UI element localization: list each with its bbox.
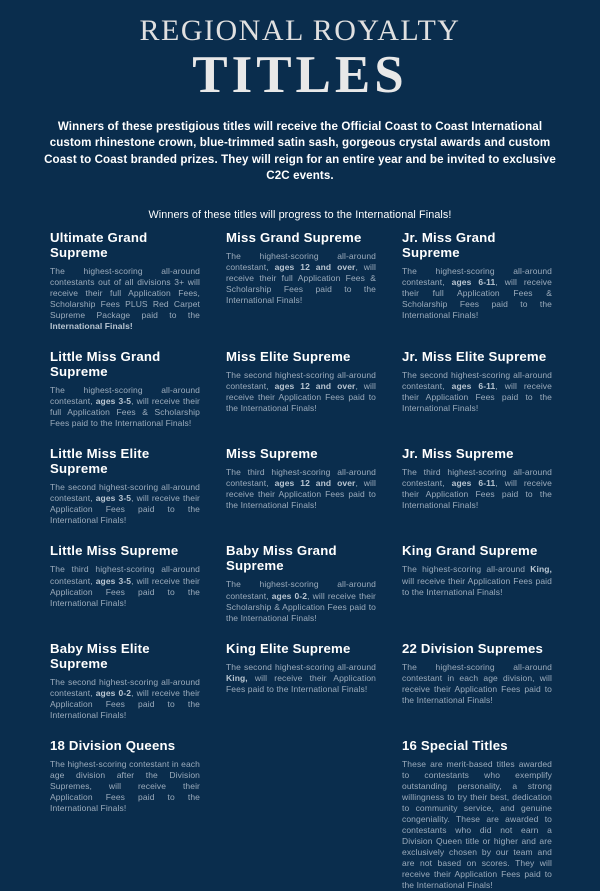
title-name: Ultimate Grand Supreme: [50, 229, 148, 260]
title-description: The second highest-scoring all-around contestant, ages 0-2, will receive their Application Fees paid to the International Finals!: [50, 676, 200, 720]
title-cell: [50, 738, 200, 891]
title-description: The highest-scoring all-around contestants out of all divisions 3+ will receive their full Application Fees, Scholarship Fees PLUS Red Carpet Supreme Package paid to the International Finals!: [50, 265, 200, 332]
title-description: The second highest-scoring all-around contestant, ages 12 and over, will receive their Application Fees paid to the International Finals!: [226, 370, 376, 414]
title-cell: [50, 230, 200, 332]
title-name: 16 Special Titles: [402, 737, 508, 753]
title-name: Baby Miss Elite Supreme: [50, 640, 150, 671]
title-name: Baby Miss Grand Supreme: [226, 543, 337, 574]
title-description: The second highest-scoring all-around contestant, ages 3-5, will receive their Application Fees paid to the International Finals!: [50, 482, 200, 526]
intro-paragraph: Winners of these prestigious titles will receive the Official Coast to Coast International custom rhinestone crown, blue-trimmed satin sash, gorgeous crystal awards and custom Coast to Coast branded prizes. They will reign for an entire year and be invited to exclusive C2C events.: [44, 120, 556, 183]
title-description: The highest-scoring contestant in each age division after the Division Supremes, will receive their Application Fees paid to the International Finals!: [50, 758, 200, 814]
header-line-titles: TITLES: [192, 46, 408, 104]
title-name: Little Miss Supreme: [50, 543, 179, 559]
title-name: Little Miss Grand Supreme: [50, 349, 161, 380]
title-cell: [50, 349, 200, 429]
title-name: Miss Grand Supreme: [226, 229, 362, 245]
title-description: The highest-scoring all-around contestant in each age division, will receive their Application Fees paid to the International Finals!: [402, 661, 552, 705]
title-cell: [226, 543, 376, 623]
title-name: 18 Division Queens: [50, 737, 176, 753]
page-header: [0, 14, 600, 102]
title-cell: [402, 543, 552, 623]
title-description: The third highest-scoring all-around contestant, ages 12 and over, will receive their Application Fees paid to the International Finals!: [226, 467, 376, 511]
title-cell: [402, 446, 552, 526]
title-name: King Grand Supreme: [402, 543, 538, 559]
title-cell: [50, 641, 200, 721]
title-name: Miss Elite Supreme: [226, 349, 351, 365]
title-description: The highest-scoring all-around King, will receive their Application Fees paid to the International Finals!: [402, 564, 552, 597]
title-name: Little Miss Elite Supreme: [50, 446, 150, 477]
title-cell: [226, 641, 376, 721]
title-name: Jr. Miss Grand Supreme: [402, 229, 496, 260]
title-cell: [402, 738, 552, 891]
title-description: The highest-scoring all-around contestant, ages 3-5, will receive their full Application Fees & Scholarship Fees paid to the International Finals!: [50, 385, 200, 429]
title-cell: [50, 446, 200, 526]
empty-cell: [226, 738, 376, 891]
title-description: The third highest-scoring all-around contestant, ages 6-11, will receive their Application Fees paid to the International Finals!: [402, 467, 552, 511]
title-cell: [226, 230, 376, 332]
title-cell: [50, 543, 200, 623]
title-description: The third highest-scoring all-around contestant, ages 3-5, will receive their Application Fees paid to the International Finals!: [50, 564, 200, 608]
title-name: Jr. Miss Supreme: [402, 446, 514, 462]
title-cell: [402, 230, 552, 332]
header-line-regional-royalty: REGIONAL ROYALTY: [139, 14, 461, 47]
title-name: King Elite Supreme: [226, 640, 351, 656]
title-name: Jr. Miss Elite Supreme: [402, 349, 547, 365]
progress-subheading: Winners of these titles will progress to the International Finals!: [148, 208, 452, 221]
title-name: 22 Division Supremes: [402, 640, 544, 656]
title-cell: [226, 349, 376, 429]
title-cell: [402, 349, 552, 429]
titles-grid: [50, 230, 552, 891]
title-description: The highest-scoring all-around contestant, ages 6-11, will receive their full Application Fees & Scholarship Fees paid to the International Finals!: [402, 265, 552, 320]
title-description: The highest-scoring all-around contestant, ages 0-2, will receive their Scholarship & Application Fees paid to the International Finals!: [226, 579, 376, 623]
title-description: These are merit-based titles awarded to contestants who exemplify outstanding personality, a strong willingness to try their best, dedication to community service, and genuine congeniality. These are awarded to contestants who did not earn a Division Queen title or higher and are exclusively chosen by our team and are not based on scores. They will receive their Application Fees paid to the International Finals!: [402, 758, 552, 891]
title-description: The second highest-scoring all-around contestant, ages 6-11, will receive their Application Fees paid to the International Finals!: [402, 370, 552, 414]
title-cell: [226, 446, 376, 526]
title-cell: [402, 641, 552, 721]
title-description: The second highest-scoring all-around King, will receive their Application Fees paid to the International Finals!: [226, 661, 376, 694]
title-name: Miss Supreme: [226, 446, 318, 462]
title-description: The highest-scoring all-around contestant, ages 12 and over, will receive their full Application Fees & Scholarship Fees paid to the International Finals!: [226, 250, 376, 305]
